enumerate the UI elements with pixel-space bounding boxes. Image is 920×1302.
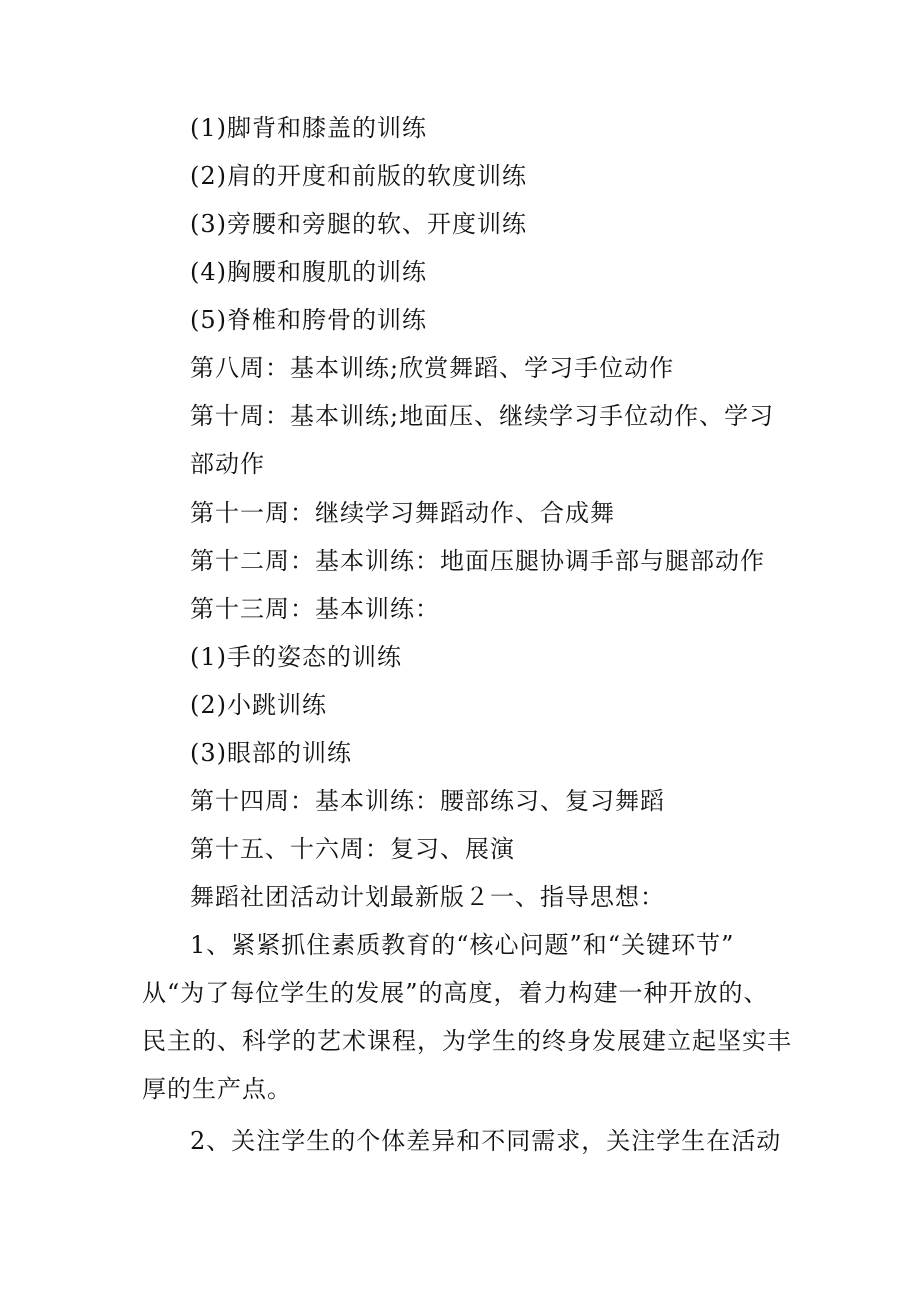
text-line: (1)手的姿态的训练 (190, 643, 402, 671)
paragraph-line: 2、关注学生的个体差异和不同需求，关注学生在活动 (190, 1127, 782, 1155)
text-line: (2)小跳训练 (190, 691, 327, 719)
text-line: (3)旁腰和旁腿的软、开度训练 (190, 210, 527, 238)
paragraph-line: 厚的生产点。 (142, 1075, 292, 1103)
paragraph-line: 民主的、科学的艺术课程，为学生的终身发展建立起坚实丰 (142, 1027, 792, 1055)
text-line: (2)肩的开度和前版的软度训练 (190, 162, 527, 190)
text-line: 第十一周：继续学习舞蹈动作、合成舞 (190, 499, 615, 527)
text-line: (1)脚背和膝盖的训练 (190, 114, 427, 142)
paragraph-line: 1、紧紧抓住素质教育的“核心问题”和“关键环节” (190, 931, 735, 959)
text-line: 第十三周：基本训练： (190, 595, 440, 623)
text-line: 部动作 (190, 450, 265, 478)
text-line: 第十二周：基本训练：地面压腿协调手部与腿部动作 (190, 547, 765, 575)
text-line: (3)眼部的训练 (190, 739, 352, 767)
text-line: 第八周：基本训练;欣赏舞蹈、学习手位动作 (190, 354, 675, 382)
section-heading: 舞蹈社团活动计划最新版２一、指导思想： (190, 883, 665, 911)
text-line: 第十五、十六周：复习、展演 (190, 835, 515, 863)
paragraph-line: 从“为了每位学生的发展”的高度，着力构建一种开放的、 (142, 979, 769, 1007)
text-line: (4)胸腰和腹肌的训练 (190, 258, 427, 286)
text-line: 第十周：基本训练;地面压、继续学习手位动作、学习 (190, 402, 775, 430)
text-line: 第十四周：基本训练：腰部练习、复习舞蹈 (190, 787, 665, 815)
text-line: (5)脊椎和胯骨的训练 (190, 306, 427, 334)
